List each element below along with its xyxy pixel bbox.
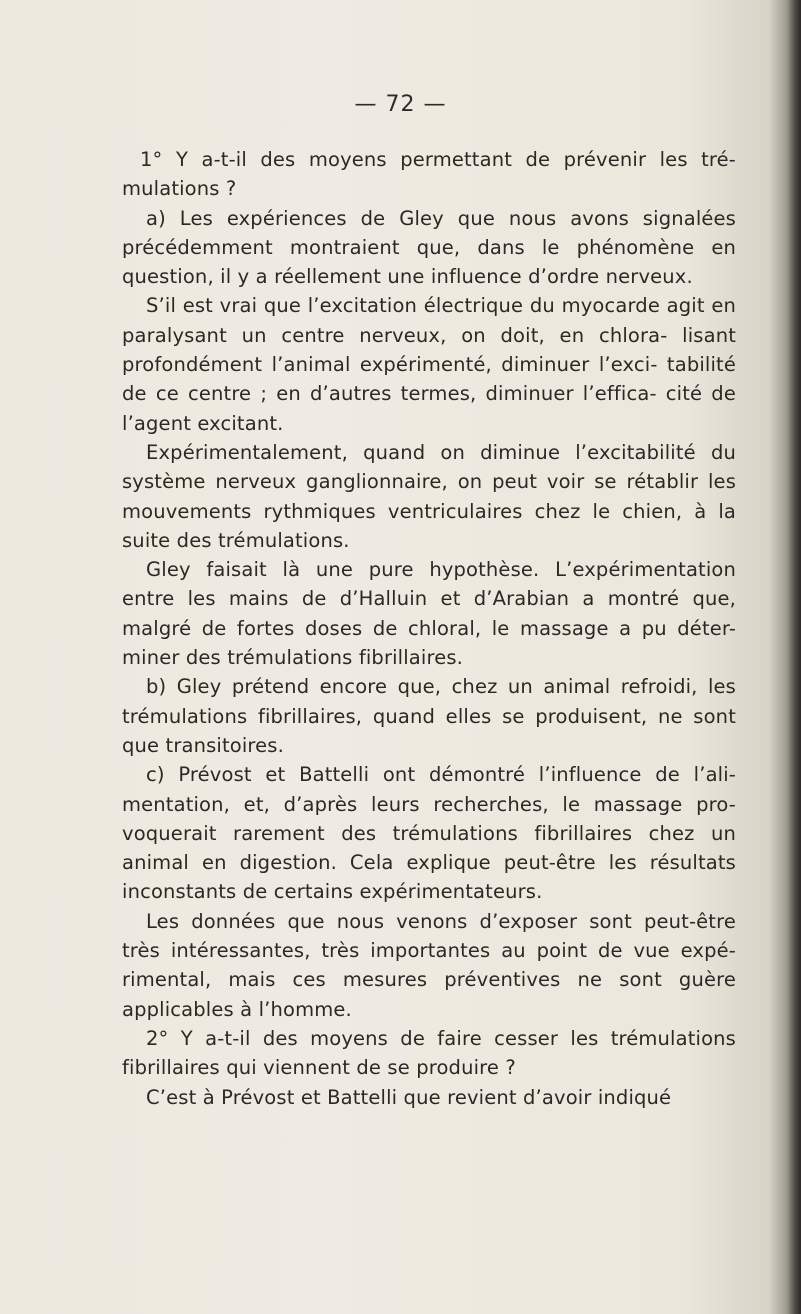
question-one: 1° Y a-t-il des moyens permettant de prévenir les tré- mulations ? <box>122 148 736 201</box>
paragraph-excitation: S’il est vrai que l’excitation électrique du myocarde agit en paralysant un centre nerveux, on doit, en chlora- lisant profondément l’animal expérimenté, diminuer l’exci- tabilité de ce centre ; en d’autres termes, diminuer l’effica- cité de l’agent excitant. <box>122 294 736 435</box>
paragraph-c: c) Prévost et Battelli ont démontré l’influence de l’ali- mentation, et, d’après leurs recherches, le massage pro- voquerait rarement des trémulations fibrillaires chez un animal en digestion. Cela explique peut-être les résultats inconstants de certains expérimentateurs. <box>122 763 736 904</box>
body-text <box>122 145 736 1112</box>
paragraph-a: a) Les expériences de Gley que nous avons signalées précédemment montraient que, dans le phénomène en question, il y a réellement une influence d’ordre nerveux. <box>122 206 736 289</box>
paragraph-summary: Les données que nous venons d’exposer sont peut-être très intéressantes, très importantes au point de vue expé- rimental, mais ces mesures préventives ne sont guère applicables à l’homme. <box>122 909 736 1021</box>
paragraph-prevost: C’est à Prévost et Battelli que revient d’avoir indiqué <box>146 1085 672 1109</box>
paragraph-experimental: Expérimentalement, quand on diminue l’excitabilité du système nerveux ganglionnaire, on peut voir se rétablir les mouvements rythmiques ventriculaires chez le chien, à la suite des trémulations. <box>122 440 736 552</box>
question-two: 2° Y a-t-il des moyens de faire cesser les trémulations fibrillaires qui viennent de se produire ? <box>122 1026 736 1080</box>
paragraph-gley-hypothesis: Gley faisait là une pure hypothèse. L’expérimentation entre les mains de d’Halluin et d’Arabian a montré que, malgré de fortes doses de chloral, le massage a pu déter- miner des trémulations fibrillaires. <box>122 558 736 670</box>
page-number: — 72 — <box>354 92 447 117</box>
page-edge-shadow <box>787 0 801 1314</box>
paragraph-b: b) Gley prétend encore que, chez un animal refroidi, les trémulations fibrillaires, quand elles se produisent, ne sont que transitoires. <box>122 675 736 757</box>
